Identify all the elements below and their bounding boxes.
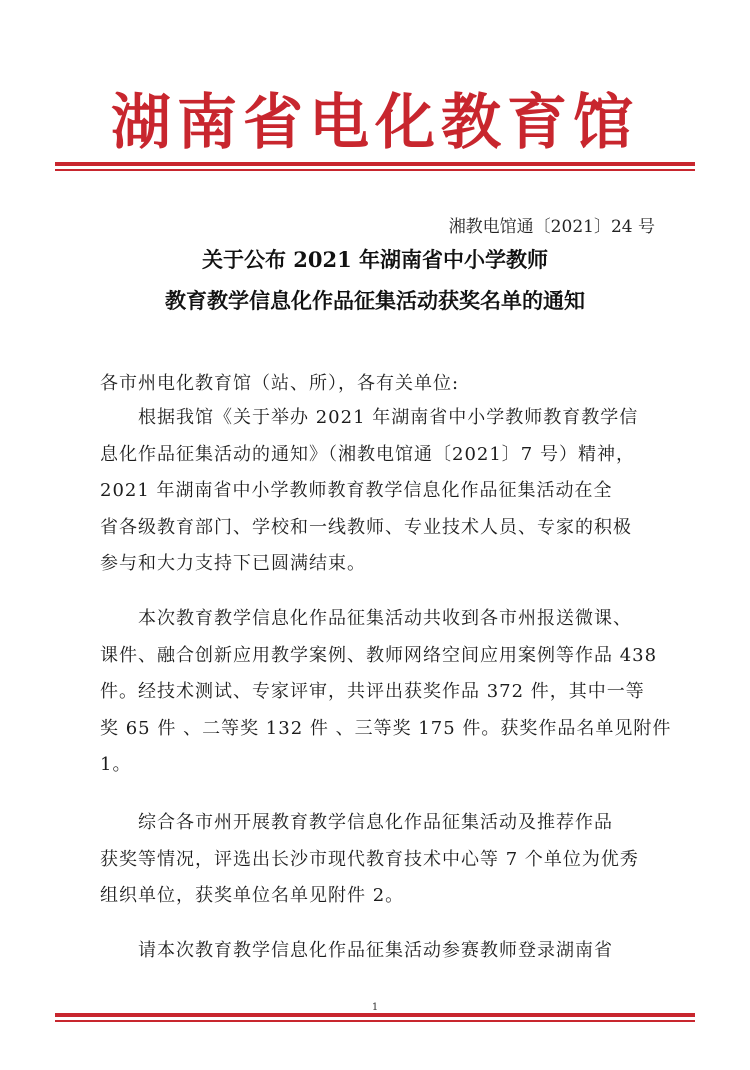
paragraph-line: 省各级教育部门、学校和一线教师、专业技术人员、专家的积极	[100, 516, 632, 538]
red-rule-thin	[55, 169, 695, 171]
paragraph-line: 课件、融合创新应用教学案例、教师网络空间应用案例等作品 438	[100, 644, 658, 666]
paragraph-4	[100, 933, 660, 970]
paragraph-line: 综合各市州开展教育教学信息化作品征集活动及推荐作品	[138, 812, 613, 833]
paragraph-line: 2021 年湖南省中小学教师教育教学信息化作品征集活动在全	[100, 480, 613, 501]
page-number: 1	[371, 1002, 379, 1013]
paragraph-line: 息化作品征集活动的通知》（湘教电馆通〔2021〕7 号）精神，	[100, 443, 635, 465]
footer-red-rule	[55, 1013, 695, 1022]
paragraph-3	[100, 805, 660, 915]
red-rule-thin	[55, 1020, 695, 1022]
paragraph-line: 本次教育教学信息化作品征集活动共收到各市州报送微课、	[138, 608, 632, 629]
notice-title-line-1: 关于公布 2021 年湖南省中小学教师	[201, 247, 549, 272]
paragraph-line: 根据我馆《关于举办 2021 年湖南省中小学教师教育教学信	[138, 407, 639, 428]
paragraph-line: 参与和大力支持下已圆满结束。	[100, 553, 366, 574]
masthead-red-rule	[55, 162, 695, 171]
paragraph-line: 件。经技术测试、专家评审，共评出获奖作品 372 件，其中一等	[100, 681, 645, 702]
paragraph-line: 请本次教育教学信息化作品征集活动参赛教师登录湖南省	[138, 940, 613, 961]
document-number: 湘教电馆通〔2021〕24 号	[448, 217, 655, 237]
paragraph-2	[100, 601, 672, 784]
red-rule-thick	[55, 162, 695, 166]
paragraph-line: 1。	[100, 754, 132, 775]
paragraph-line: 获奖等情况，评选出长沙市现代教育技术中心等 7 个单位为优秀	[100, 848, 639, 870]
paragraph-line: 奖 65 件 、二等奖 132 件 、三等奖 175 件。获奖作品名单见附件	[100, 717, 672, 739]
salutation: 各市州电化教育馆（站、所），各有关单位:	[100, 373, 460, 394]
masthead-org-name: 湖南省电化教育馆	[111, 88, 639, 158]
red-rule-thick	[55, 1013, 695, 1017]
paragraph-1	[100, 400, 660, 583]
notice-title-line-2: 教育教学信息化作品征集活动获奖名单的通知	[165, 288, 585, 313]
paragraph-line: 组织单位，获奖单位名单见附件 2。	[100, 885, 405, 906]
